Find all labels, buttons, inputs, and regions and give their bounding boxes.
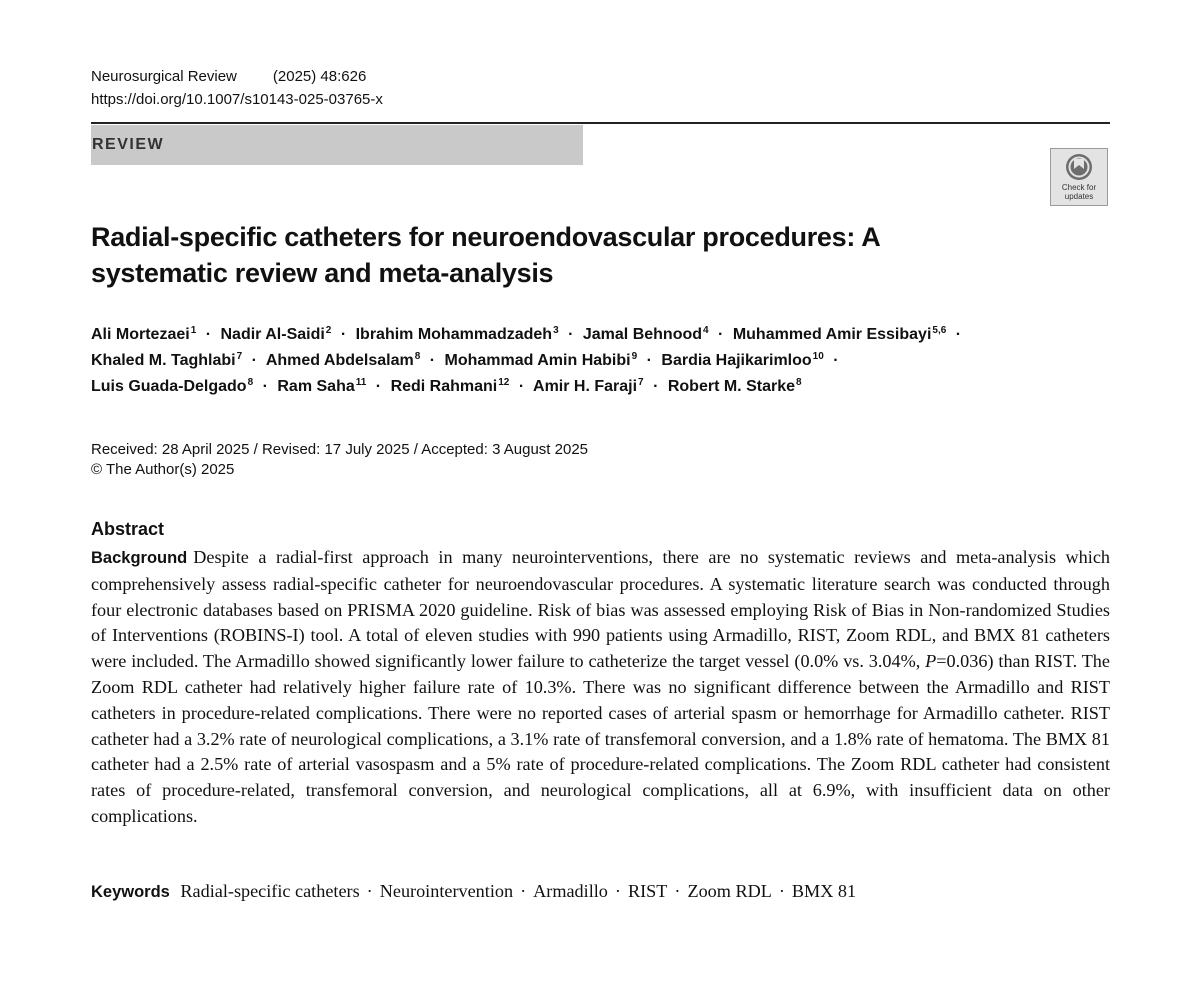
journal-volume: (2025) 48:626: [272, 68, 367, 85]
author-name[interactable]: Nadir Al-Saidi$^2$: [220, 325, 332, 343]
author-list: [91, 322, 1110, 400]
journal-name: Neurosurgical Review: [91, 68, 237, 85]
author-separator: ·: [518, 378, 525, 395]
article-type-bar: [91, 125, 583, 165]
author-separator: ·: [251, 352, 257, 369]
keyword-separator: ·: [674, 881, 681, 901]
abstract-text: [91, 545, 1110, 830]
author-name[interactable]: Amir H. Faraji$^7$: [533, 377, 644, 395]
author-separator: ·: [718, 326, 724, 343]
history-dates: Received: 28 April 2025 / Revised: 17 July 2025 / Accepted: 3 August 2025: [91, 441, 588, 458]
p-symbol: P: [925, 651, 937, 672]
doi-link[interactable]: https://doi.org/10.1007/s10143-025-03765-x: [91, 91, 383, 108]
author-separator: ·: [646, 352, 652, 369]
keywords-heading: Keywords: [91, 883, 170, 901]
keyword: Radial-specific catheters: [180, 881, 360, 901]
article-type-label: REVIEW: [92, 136, 165, 153]
author-name[interactable]: Bardia Hajikarimloo$^{10}$: [661, 351, 824, 369]
abstract-part-1: Despite a radial-first approach in many neurointerventions, there are no systematic reviews and meta-analysis which comprehensively assess radial-specific catheter for neuroendovascular procedures. A systematic literature search was conducted through four electronic databases based on PRISMA 2020 guideline. Risk of bias was assessed employing Risk of Bias in Non-randomized Studies of Interventions (ROBINS-I) tool. A total of eleven studies with 990 patients using Armadillo, RIST, Zoom RDL, and BMX 81 catheters were included. The Armadillo showed significantly lower failure to catheterize the target vessel (0.0% vs. 3.04%,: [91, 547, 1110, 672]
author-name[interactable]: Mohammad Amin Habibi$^9$: [444, 351, 638, 369]
author-separator: ·: [340, 326, 347, 343]
keyword-separator: ·: [366, 881, 373, 901]
author-affiliation: 10: [812, 351, 824, 362]
author-name[interactable]: Ram Saha$^{11}$: [277, 377, 367, 395]
keyword-separator: ·: [520, 881, 527, 901]
author-affiliation: 3: [553, 325, 559, 336]
author-name[interactable]: Robert M. Starke$^8$: [667, 377, 802, 395]
check-for-updates-button[interactable]: [1050, 148, 1108, 206]
abstract-lead: Background: [91, 549, 188, 567]
author-separator: ·: [205, 326, 212, 343]
author-affiliation: 12: [498, 377, 510, 388]
author-separator: ·: [568, 326, 574, 343]
author-affiliation: 5,6: [932, 325, 947, 336]
abstract-part-2: ) than RIST. The Zoom RDL catheter had relatively higher failure rate of 10.3%. There was no significant difference between the Armadillo and RIST catheters in procedure-related complications. There were no reported cases of arterial spasm or hemorrhage for Armadillo catheter. RIST catheter had a 3.2% rate of neurological complications, a 3.1% rate of transfemoral conversion, and a 1.8% rate of hematoma. The BMX 81 catheter had a 2.5% rate of arterial vasospasm and a 5% rate of procedure-related complications. The Zoom RDL catheter had consistent rates of procedure-related, transfemoral conversion, and neurological complications, all at 6.9%, with insufficient data on other complications.: [91, 651, 1110, 826]
crossmark-icon: [1065, 153, 1093, 181]
keyword: Zoom RDL: [687, 881, 772, 901]
keyword: RIST: [627, 881, 668, 901]
author-name[interactable]: Ahmed Abdelsalam$^8$: [265, 351, 421, 369]
author-separator: ·: [955, 326, 962, 343]
keyword: Neurointervention: [379, 881, 514, 901]
author-name[interactable]: Ibrahim Mohammadzadeh$^3$: [355, 325, 559, 343]
abstract-heading: Abstract: [91, 519, 165, 539]
author-affiliation: 8: [795, 377, 802, 388]
article-title: Radial-specific catheters for neuroendovascular procedures: A systematic review and meta-analysis: [91, 222, 880, 288]
author-affiliation: 1: [190, 325, 197, 336]
p-value: =0.036: [936, 651, 988, 672]
author-name[interactable]: Khaled M. Taghlabi$^7$: [91, 351, 243, 369]
keyword: BMX 81: [791, 881, 857, 901]
author-affiliation: 2: [325, 325, 332, 336]
author-affiliation: 8: [414, 351, 421, 362]
author-name[interactable]: Jamal Behnood$^4$: [582, 325, 709, 343]
author-name[interactable]: Luis Guada-Delgado$^8$: [91, 377, 254, 395]
author-name[interactable]: Redi Rahmani$^{12}$: [390, 377, 510, 395]
keyword-separator: ·: [778, 881, 785, 901]
copyright: © The Author(s) 2025: [91, 461, 235, 478]
author-separator: ·: [262, 378, 268, 395]
author-name[interactable]: Ali Mortezaei$^1$: [91, 325, 197, 343]
author-affiliation: 9: [631, 351, 638, 362]
author-affiliation: 4: [703, 325, 709, 336]
article-dates: [91, 440, 588, 480]
author-separator: ·: [653, 378, 659, 395]
author-affiliation: 7: [638, 377, 644, 388]
check-updates-text: Check for updates: [1061, 183, 1097, 201]
author-affiliation: 11: [355, 377, 367, 388]
author-separator: ·: [429, 352, 436, 369]
author-separator: ·: [833, 352, 839, 369]
keywords: [91, 878, 1110, 905]
journal-citation: [91, 68, 366, 85]
author-affiliation: 7: [236, 351, 243, 362]
author-separator: ·: [375, 378, 382, 395]
author-name[interactable]: Muhammed Amir Essibayi$^{5,6}$: [732, 325, 947, 343]
keyword: Armadillo: [533, 881, 608, 901]
author-affiliation: 8: [247, 377, 254, 388]
header-rule: [91, 122, 1110, 124]
keyword-separator: ·: [614, 881, 621, 901]
